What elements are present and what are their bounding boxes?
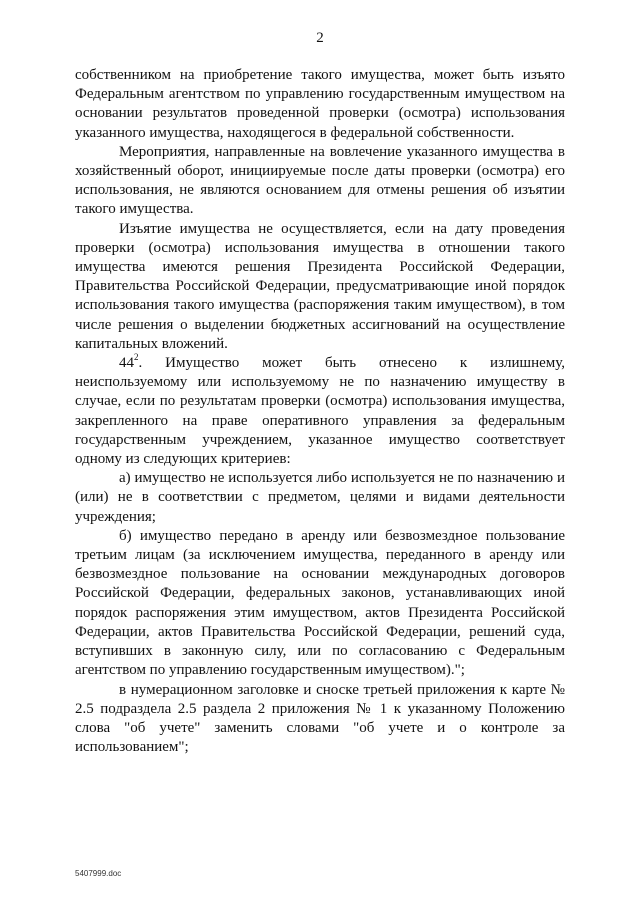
paragraph-continuation: собственником на приобретение такого имущества, может быть изъято Федеральным агентством по управлению государственным имуществом на основании результатов проведенной проверки (осмотра) использования указанного имущества, находящегося в федеральной собственности. [75,67,565,141]
document-body [75,66,565,757]
item-number-superscript: 2 [134,352,139,363]
page-number: 2 [316,30,324,46]
paragraph-seizure-exception: Изъятие имущества не осуществляется, если на дату проведения проверки (осмотра) использования имущества в отношении такого имущества имеются решения Президента Российской Федерации, Правительства Российской Федерации, предусматривающие иной порядок использования такого имущества (распоряжения таким имуществом), в том числе решения о выделении бюджетных ассигнований на осуществление капитальных вложений. [75,220,565,352]
footer-doc-code: 5407999.doc [75,869,122,878]
criterion-a: а) имущество не используется либо используется не по назначению и (или) не в соответствии с предметом, целями и видами деятельности учреждения; [75,470,565,525]
item-44-2-text: . Имущество может быть отнесено к излишнему, неиспользуемому или используемому не по назначению имуществу в случае, если по результатам проверки (осмотра) использования имущества, закрепленного на праве оперативного управления за федеральным государственным учреждением, указанное имущество соответствует одному из следующих критериев: [75,355,565,468]
item-number: 44 [119,355,134,372]
paragraph-item-44-2 [75,354,565,469]
criterion-b: б) имущество передано в аренду или безвозмездное пользование третьим лицам (за исключением имущества, переданного в аренду или безвозмездное пользование на основании международных договоров Российской Федерации, федеральных законов, устанавливающих иной порядок распоряжения этим имуществом, актов Президента Российской Федерации, актов Правительства Российской Федерации, решений суда, вступивших в законную силу, или по согласованию с Федеральным агентством по управлению государственным имуществом)."; [75,527,565,679]
paragraph-measures: Мероприятия, направленные на вовлечение указанного имущества в хозяйственный оборот, инициируемые после даты проверки (осмотра) его использования, не являются основанием для отмены решения об изъятии такого имущества. [75,143,565,218]
paragraph-amendment: в нумерационном заголовке и сноске третьей приложения к карте № 2.5 подраздела 2.5 раздела 2 приложения № 1 к указанному Положению слова "об учете" заменить словами "об учете и о контроле за использованием"; [75,681,565,756]
